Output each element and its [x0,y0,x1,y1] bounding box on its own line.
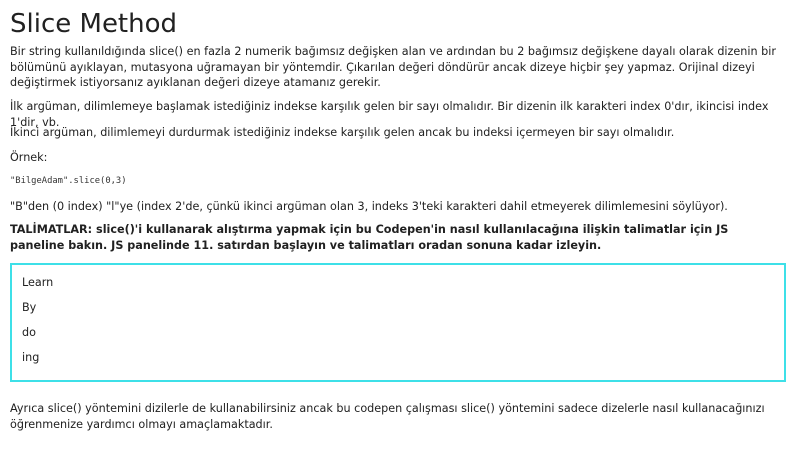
instructions-paragraph: TALİMATLAR: slice()'i kullanarak alıştırma yapmak için bu Codepen'in nasıl kullanılacağına ilişkin talimatlar için JS paneline bakın. JS panelinde 11. satırdan başlayın ve talimatları oradan sonuna kadar izleyin. [10,223,729,252]
first-argument-paragraph: İlk argüman, dilimlemeye başlamak istediğiniz indekse karşılık gelen bir sayı olmalıdır. Bir dizenin ilk karakteri index 0'dır, ikincisi index 1'dir, vb. [10,100,769,129]
output-line: ing [22,351,40,364]
example-code: "BilgeAdam".slice(0,3) [10,176,127,186]
output-line: Learn [22,276,54,289]
footer-paragraph: Ayrıca slice() yöntemini dizilerle de kullanabilirsiniz ancak bu codepen çalışması slice() yöntemini sadece dizelerle nasıl kullanacağınızı öğrenmenize yardımcı olmayı amaçlamaktadır. [10,402,765,431]
example-label: Örnek: [10,151,48,164]
output-line: do [22,326,36,339]
example-result-paragraph: "B"den (0 index) "l"ye (index 2'de, çünkü ikinci argüman olan 3, indeks 3'teki karakteri dahil etmeyerek dilimlemesini söylüyor). [10,200,728,213]
page-title: Slice Method [10,9,178,39]
second-argument-paragraph: İkinci argüman, dilimlemeyi durdurmak istediğiniz indekse karşılık gelen ancak bu indeksi içermeyen bir sayı olmalıdır. [10,126,675,139]
intro-paragraph: Bir string kullanıldığında slice() en fazla 2 numerik bağımsız değişken alan ve ardından bu 2 bağımsız değişkene dayalı olarak dizenin bir bölümünü ayıklayan, mutasyona uğramayan bir yöntemdir. Çıkarılan değeri döndürür ancak dizeye hiçbir şey yapmaz. Orijinal dizeyi değiştirmek istiyorsanız ayıklanan değeri dizeye atamanız gerekir. [10,45,776,89]
output-box [10,263,786,382]
output-line: By [22,301,37,314]
